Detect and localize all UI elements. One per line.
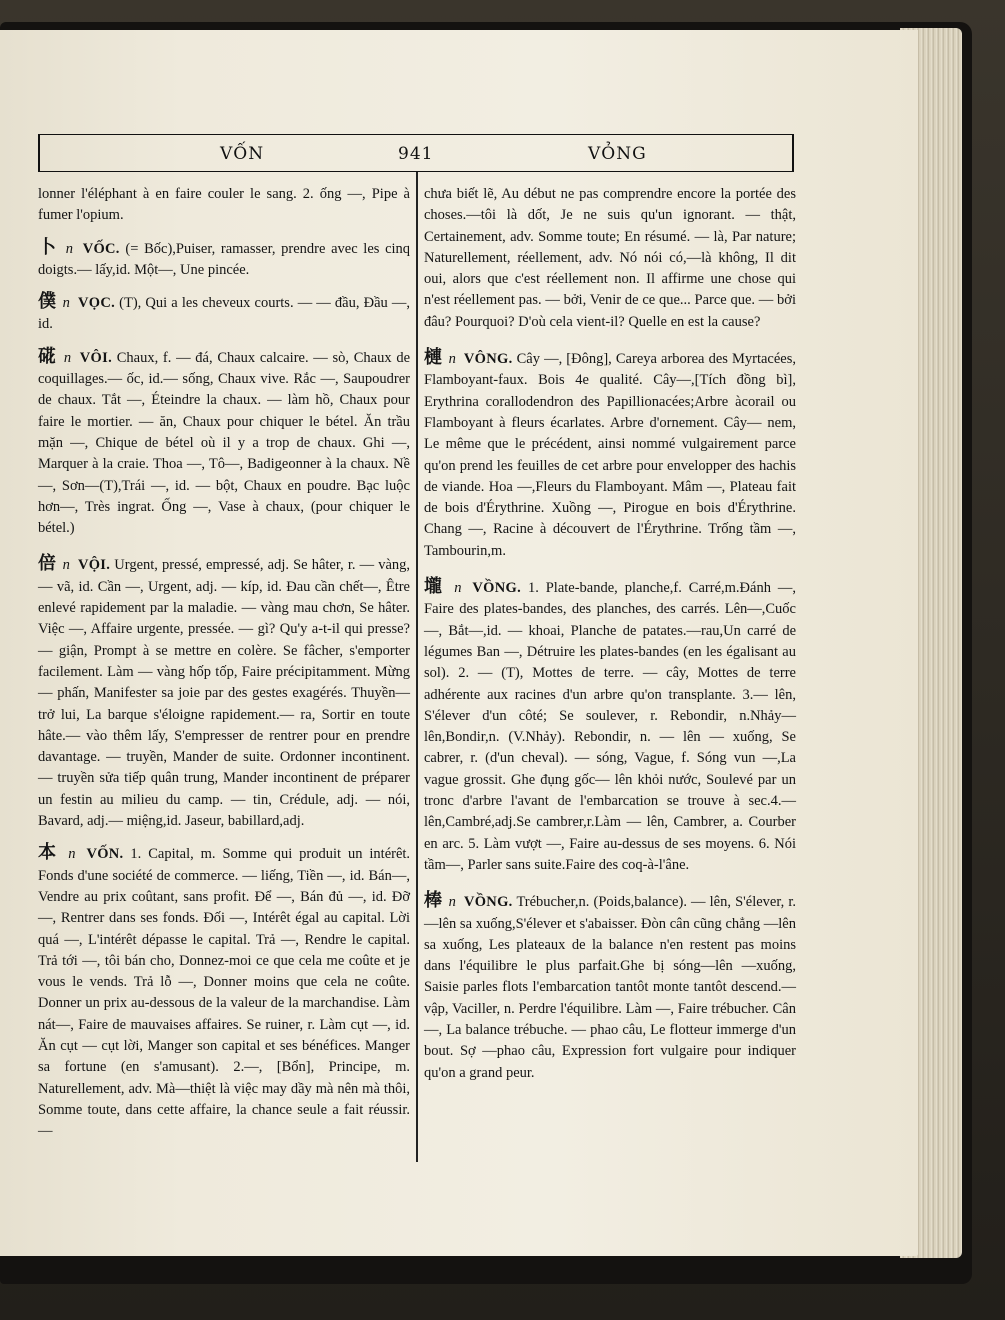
column-divider [416, 172, 418, 1162]
entry [38, 553, 410, 832]
entry-headword: VỐC. [82, 240, 120, 257]
entry [38, 346, 410, 540]
entry-text: 1. Capital, m. Somme qui produit un intérêt. Fonds d'une société de commerce. — liếng, Tiền —, id. Bán—, Vendre au prix coûtant, sans profit. Để —, Bán đủ —, id. Đỡ —, Rentrer dans ses fonds. Đối —, Intérêt égal au capital. Lời quá —, L'intérêt dépasse le capital. Trả —, Rendre le capital. Trả tới —, tôi bán cho, Donnez-moi ce que cela me coûte et je vous le vends. Trả lỗ —, Donner moins que cela ne coûte. Donner un prix au-dessous de la valeur de la marchandise. Làm nát—, Faire de mauvaises affaires. Se ruiner, r. Làm cụt —, id. Ăn cụt — cụt lời, Manger son capital et ses bénéfices. Manger sa fortune (en s'amusant). 2.—, [Bổn], Principe, m. Naturellement, adv. Mà—thiệt là việc may dầy mà nên mà thôi, Somme toute, dans cette affaire, la chance seule a fait réussir. — [38, 846, 411, 1140]
entry-pos: n [454, 580, 462, 597]
continuation-text: chưa biết lẽ, Au début ne pas comprendre encore la portée des choses.—tôi là dốt, Je ne suis qu'un ignorant. — thật, Certainement, adv. Somme toute; En résumé. — là, Par nature; Naturellement, réellement, adv. Nó nói có,—là không, Il dit oui, alors que c'est réellement non. Il affirme une chose qui n'est réellement pas. — bởi, Venir de ce que... Parce que. — bởi đâu? Pourquoi? D'où cela vient-il? Quelle en est la cause? [424, 186, 796, 330]
entry-headword: VỌC. [78, 295, 116, 312]
entry-pos: n [448, 894, 456, 911]
entry-text: (T), Qui a les cheveux courts. — — đầu, Đầu —, id. [38, 295, 411, 333]
entry-text: (= Bốc),Puiser, ramasser, prendre avec les cinq doigts.— lấy,id. Một—, Une pincée. [38, 240, 411, 278]
entry-headword: VÔI. [79, 349, 112, 366]
entry-glyph: 倍 [38, 553, 57, 574]
right-column [424, 184, 796, 1084]
entry [38, 237, 410, 282]
entry-pos: n [63, 349, 72, 366]
entry [38, 842, 410, 1142]
entry-headword: VỐN. [86, 846, 124, 863]
entry-pos: n [448, 351, 456, 368]
entry-pos: n [65, 240, 73, 257]
header-right-guide-word: VỎNG [588, 144, 647, 164]
entry [38, 291, 410, 336]
entry-text: Urgent, pressé, empressé, adj. Se hâter, r. — vàng, — vã, id. Cần —, Urgent, adj. — kíp, id. Đau cần chết—, Être enlevé rapidement par la maladie. — vàng mau chơn, Se hâter. Việc —, Affaire urgente, pressée. — gì? Qu'y a-t-il qui presse? — giận, Prompt à se mettre en colère. Se fâcher, s'emporter facilement. Làm — vàng hốp tốp, Faire précipitamment. Mừng — phấn, Manifester sa joie par des gestes exagérés. Thuyền— trở lui, La barque s'éloigne rapidement.— ra, Sortir en toute hâte.— vào thêm lấy, S'empresser de rentrer pour en prendre davantage. — truyền, Mander de suite. Ordonner incontinent. — truyền sửa tiếp quân trung, Mander incontinent de préparer un festin au milieu du camp. — tin, Crédule, adj. — nói, Bavard, adj.— miệng,id. Jaseur, babillard,adj. [38, 557, 411, 830]
entry-text: Chaux, f. — đá, Chaux calcaire. — sò, Chaux de coquillages.— ốc, id.— sống, Chaux vive. Rắc —, Saupoudrer de chaux. Tắt —, Éteindre la chaux. — làm hồ, Chaux pour faire le mortier. — ăn, Chaux pour chiquer le bétel. Ăn trầu mặn —, Chique de bétel où il y a trop de chaux. Ghi —, Marquer à la craie. Thoa —, Tô—, Badigeonner à la chaux. Nề—, Sơn—(T),Trái —, id. — bột, Chaux en poudre. Bạc luộc hơn—, Très ingrat. Ống —, Vase à chaux, (pour chiquer le bétel.) [38, 349, 411, 537]
entry-text: 1. Plate-bande, planche,f. Carré,m.Đánh —, Faire des plates-bandes, des planches, des carrés. Lên—,Cuốc—, Bắt—,id. — khoai, Planche de patates.—rau,Un carré de légumes Ban —, Détruire les plates-bandes (en les égalisant au sol). 2. — (T), Mottes de terre. — cây, Mottes de terre adhérente aux racines d'un arbre qu'on transplante. 3.— lên, S'élever d'un côté; Se soulever, r. Rebondir, n.Nhảy—lên,Bondir,n. (V.Nhảy). Rebondir, n. — lên — xuống, Se cabrer, r. (d'un cheval). — sóng, Vague, f. Sóng vun —,La vague grossit. Ghe đụng gốc— lên khỏi nước, Soulevé par un tronc d'arbre l'avant de l'embarcation se trouve à sec.4.—lên,Cambré,adj.Se cambrer,r.Làm — lên, Cambrer, a. Courber en arc. 5. Làm vượt —, Faire au-dessus de ses moyens. 6. Nói tầm—, Parler sans suite.Faire des coq-à-l'âne. [424, 580, 796, 873]
entry-pos: n [62, 557, 70, 574]
left-column [38, 184, 410, 1142]
entry-glyph: 硴 [38, 345, 58, 366]
entry [424, 576, 796, 876]
entry [424, 347, 796, 562]
entry [424, 890, 796, 1084]
continuation-text: lonner l'éléphant à en faire couler le sang. 2. ống —, Pipe à fumer l'opium. [38, 186, 410, 224]
entry-headword: VỒNG. [463, 894, 513, 911]
entry-pos: n [62, 295, 70, 312]
entry-glyph: 本 [38, 842, 60, 863]
entry-glyph: 僕 [38, 291, 57, 312]
entry-text: Cây —, [Đông], Careya arborea des Myrtacées, Flamboyant-faux. Bois 4e qualité. Cây—,[Tích đồng bì], Erythrina corallodendron des Papillionacées;Arbre àcorail ou Flamboyant à fleurs écarlates. Arbre d'ornement. Cây— nem, Le même que le précédent, ainsi nommé vulgairement parce qu'on prend les feuilles de cet arbre pour envelopper des hachis de viande. Hoa —,Fleurs du Flamboyant. Mâm —, Plateau fait de bois d'Érythrine. Xuồng —, Pirogue en bois d'Érythrine. Chang —, Racine à découvert de l'Érythrine. Trống tầm —, Tambourin,m. [424, 351, 797, 559]
entry-glyph: 棒 [424, 890, 443, 911]
entry-headword: VÔNG. [463, 351, 513, 368]
entry-glyph: 壠 [424, 576, 446, 597]
page-number: 941 [398, 144, 434, 164]
entry-text: Trébucher,n. (Poids,balance). — lên, S'élever, r. —lên sa xuống,S'élever et s'abaisser. Đòn cân cũng chẳng —lên sa xuống, Les plateaux de la balance n'en restent pas moins dans l'équilibre le plus parfait.Ghe bị sóng—lên —xuống, Saisie parles flots l'embarcation tantôt monte tantôt descend.—vập, Vaciller, n. Perdre l'équilibre. Làm —, Faire trébucher. Cân —, La balance trébuche. — phao câu, Le flotteur immerge d'un bout. Sợ —phao câu, Expression fort vulgaire pour indiquer qu'on a grand peur. [424, 894, 797, 1081]
entry-headword: VỘI. [77, 557, 111, 574]
running-header [38, 134, 794, 172]
entry-glyph: 槤 [424, 347, 443, 368]
header-left-guide-word: VỐN [220, 144, 265, 164]
entry-glyph: 卜 [38, 236, 59, 257]
entry-headword: VỒNG. [472, 580, 522, 597]
entry-pos: n [68, 846, 76, 863]
